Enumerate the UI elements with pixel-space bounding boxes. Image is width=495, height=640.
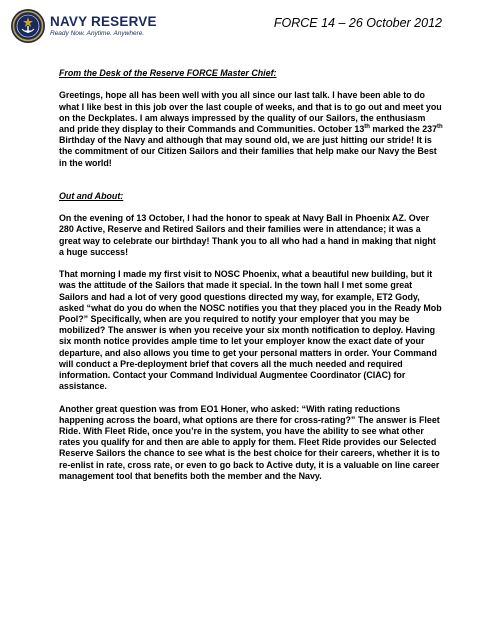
navy-ball-paragraph: On the evening of 13 October, I had the honor to speak at Navy Ball in Phoenix AZ. Over 280 Active, Reserve and Retired Sailors and their families were in attendance; it was a great way to celebrate our birthday! Thank you to all who had a hand in making that night a huge success! [59, 213, 436, 257]
brand-tagline: Ready Now. Anytime. Anywhere. [50, 30, 145, 37]
nosc-phoenix-paragraph: That morning I made my first visit to NOSC Phoenix, what a beautiful new building, but it was the attitude of the Sailors that made it special. In the town hall I met some great Sailors and had a lot of very good questions directed my way, for example, ET2 Gody, asked “what do you do when the NOSC notifies you that they placed you in the Ready Mob Pool?” Specifically, when are you required to notify your employer that you may be mobilized? The answer is when you receive your six month notification to deploy. Having six month notice provides ample time to let your employer know the exact date of your departure, and also allows you time to get your personal matters in order. Your Command will conduct a Pre-deployment brief that covers all the much needed and required information. Contact your Command Individual Augmentee Coordinator (CIAC) for assistance. [59, 269, 442, 392]
greeting-text-a: Greetings, hope all has been well with you all since our last talk. I have been able to do what I like best in this job over the last couple of weeks, and that is to go out and meet you on the Deckplates. I am always impressed by the quality of our Sailors, the enthusiasm and pride they display to their Commands and Communities. October 13 [59, 90, 442, 134]
fleet-ride-paragraph: Another great question was from EO1 Honer, who asked: “With rating reductions happening across the board, what options are there for cross-rating?” The answer is Fleet Ride. With Fleet Ride, once you’re in the system, you have the ability to see what other rates you qualify for and then are able to apply for them. Fleet Ride provides our Selected Reserve Sailors the chance to see what is the best choice for their careers, whether it is to re-enlist in rate, cross rate, or even to go back to Active duty, it is a valuable on line career management tool that benefits both the member and the Navy. [59, 403, 440, 481]
section-heading-out-and-about: Out and About: [59, 190, 124, 201]
greeting-paragraph [59, 90, 443, 168]
greeting-text-b: marked the 237 [369, 124, 438, 134]
section-heading-master-chief: From the Desk of the Reserve FORCE Master Chief: [59, 68, 277, 78]
page-header [10, 8, 488, 48]
newsletter-body [59, 68, 443, 482]
issue-title: FORCE 14 – 26 October 2012 [273, 16, 442, 30]
navy-reserve-logo [10, 8, 157, 44]
ordinal-suffix: th [437, 123, 443, 130]
navy-reserve-seal-icon [10, 8, 46, 44]
greeting-text-c: Birthday of the Navy and although that may sound old, we are just hitting our stride! It is the commitment of our Citizen Sailors and their families that help make our Navy the Best in the world! [59, 135, 437, 168]
ordinal-suffix: th [364, 123, 370, 130]
brand-name: NAVY RESERVE [50, 14, 157, 29]
